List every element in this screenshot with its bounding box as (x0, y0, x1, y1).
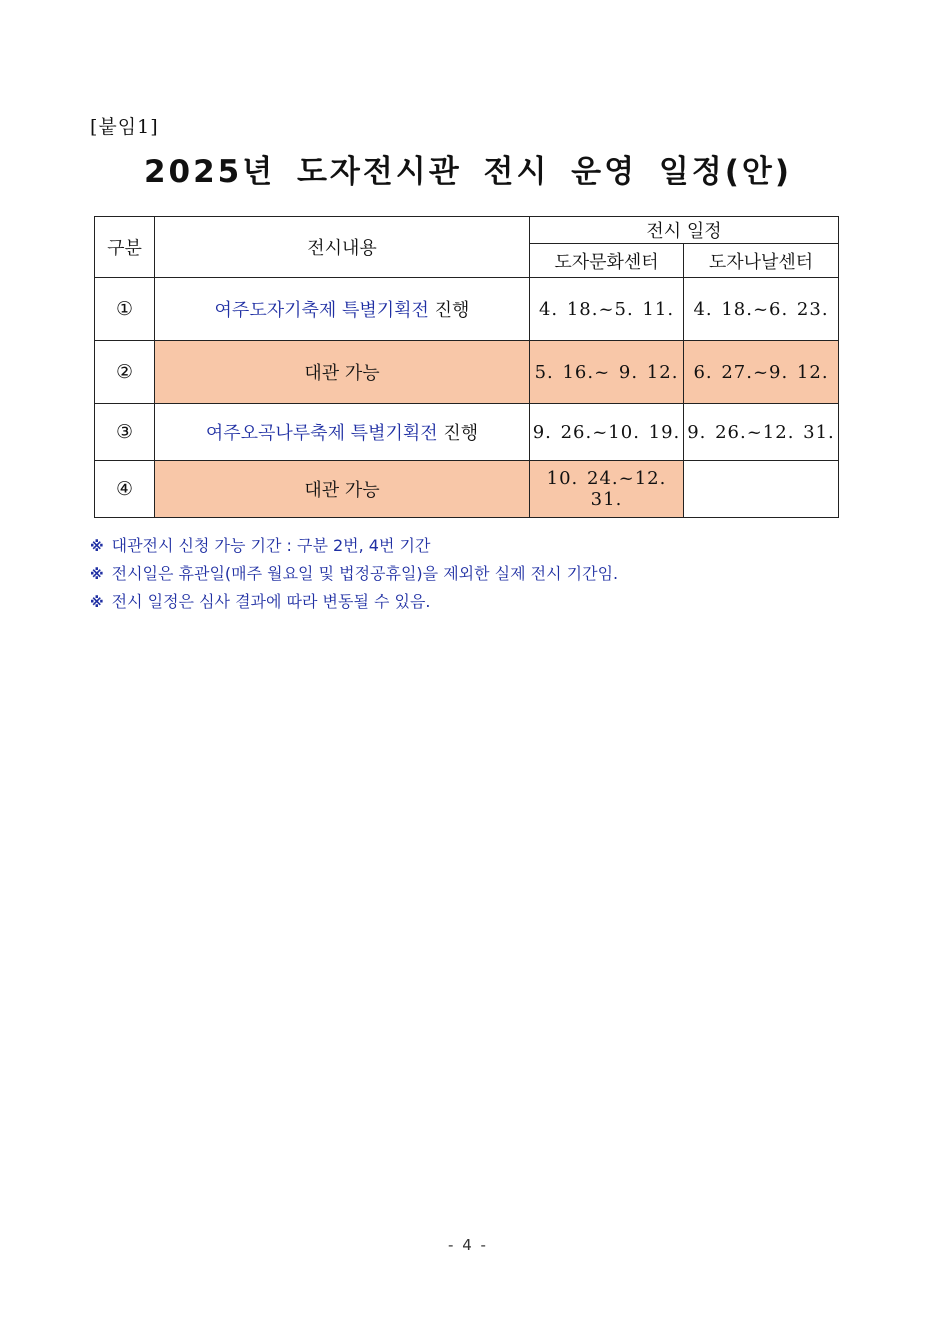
reference-mark-icon: ※ (90, 567, 104, 583)
row-center2-date: 6. 27.~9. 12. (684, 341, 839, 404)
row-center2-date (684, 461, 839, 518)
row-content (155, 278, 530, 341)
header-gubun: 구분 (95, 217, 155, 278)
row-number: ④ (95, 461, 155, 518)
note-text: 대관전시 신청 가능 기간 : 구분 2번, 4번 기간 (111, 536, 431, 555)
row-content-main: 여주도자기축제 특별기획전 (214, 300, 429, 321)
note-text: 전시 일정은 심사 결과에 따라 변동될 수 있음. (111, 592, 431, 611)
table-row (95, 461, 839, 518)
row-number: ② (95, 341, 155, 404)
attachment-label: [붙임1] (90, 116, 159, 138)
row-content-suffix: 진행 (434, 300, 470, 321)
note-text: 전시일은 휴관일(매주 월요일 및 법정공휴일)을 제외한 실제 전시 기간임. (111, 564, 619, 583)
row-center1-date: 5. 16.~ 9. 12. (530, 341, 684, 404)
row-center2-date: 4. 18.~6. 23. (684, 278, 839, 341)
note-item (90, 562, 618, 590)
header-center1: 도자문화센터 (530, 244, 684, 278)
row-center1-date: 10. 24.~12. 31. (530, 461, 684, 518)
reference-mark-icon: ※ (90, 595, 104, 611)
table-row (95, 278, 839, 341)
table-row (95, 404, 839, 461)
row-center1-date: 4. 18.~5. 11. (530, 278, 684, 341)
notes-list (90, 534, 618, 618)
row-number: ① (95, 278, 155, 341)
reference-mark-icon: ※ (90, 539, 104, 555)
table-row (95, 341, 839, 404)
header-content: 전시내용 (155, 217, 530, 278)
note-item (90, 534, 618, 562)
row-content-suffix: 진행 (443, 423, 479, 444)
row-center2-date: 9. 26.~12. 31. (684, 404, 839, 461)
row-content-main: 여주오곡나루축제 특별기획전 (205, 423, 438, 444)
page-number: - 4 - (448, 1236, 488, 1254)
row-center1-date: 9. 26.~10. 19. (530, 404, 684, 461)
row-number: ③ (95, 404, 155, 461)
header-center2: 도자나날센터 (684, 244, 839, 278)
exhibition-schedule-table (94, 216, 839, 518)
note-item (90, 590, 618, 618)
row-content: 대관 가능 (155, 341, 530, 404)
table-header-row (95, 217, 839, 244)
document-title: 2025년 도자전시관 전시 운영 일정(안) (143, 154, 793, 190)
row-content (155, 404, 530, 461)
row-content: 대관 가능 (155, 461, 530, 518)
header-schedule: 전시 일정 (530, 217, 839, 244)
